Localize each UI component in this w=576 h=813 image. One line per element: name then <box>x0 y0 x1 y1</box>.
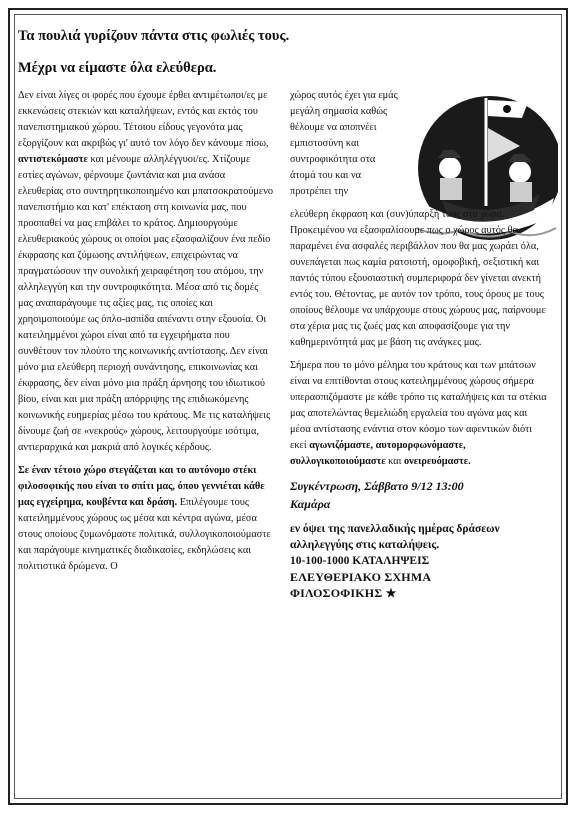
meeting-date-time: Συγκέντρωση, Σάββατο 9/12 13:00 <box>290 479 464 493</box>
right-paragraph-1-rest: ελεύθερη έκφραση και (συν)ύπαρξή τους στο χώρο. Προκειμένου να εξασφαλίσουμε πως ο χώρος αυτός θα παραμένει ένα ασφαλές περιβάλλον που θα μας χωράει όλα, συνεπάγεται πως καμία ρατσιστή, ομοφοβική, σεξιστική και παντός τύπου εξουσιαστική συμπεριφορά δεν γίνεται ανεκτή εντός του. Θέτοντας, με αυτόν τον τρόπο, τους όρους με τους οποίους θέλουμε να υπάρχουμε στους χώρους μας, παίρνουμε στα χέρια μας τις ζωές μας και αποφασίζουμε για την καθημερινότητά μας με βάση τις ανάγκες μας. <box>290 209 546 348</box>
left-p1-text-c: και μένουμε αλληλέγγυοι/ες. Χτίζουμε εστίες αγώνων, φέρνουμε ζωντάνια και μια ανάσα ελευθερίας στο συντηρητικοποιημένο και μπατσοκρατούμενο πανεπιστήμιο και κατ' επέκταση στη κοινωνία μας, που προσπαθεί να μας επιβάλει το κράτος. Δημιουργούμε ελευθεριακούς χώρους οι οποίοι μας εξασφαλίζουν ένα πεδίο έκφρασης και ζύμωσης αντιλήψεων, επιχειρώντας να πραγματώσουν την συνολική χειραφέτηση του ατόμου, την αλληλεγγύη και την συντροφικότητα. Μέσα από τις δομές μας αναπαράγουμε τις αξίες μας, τις οποίες και χρησιμοποιούμε ως όπλο-ασπίδα απέναντι στην εξουσία. Οι κατειλημμένοι χώροι είναι από τα εγχειρήματα που συνθέτουν τον πλούτο της κοινωνικής αντίστασης. Δεν είναι μόνο μια ελεύθερη περιοχή συνάντησης, επικοινωνίας και έκφρασης, δεν είναι μόνο μια πράξη άρνησης του ιδιωτικού βίου, είναι και μια πράξη απόρριψης της επιδιωκόμενης κοινωνικής ευημερίας μέσω του κράτους. Με τις καταλήψεις δίνουμε ζωή σε «νεκρούς» χώρους, λειτουργούμε ισότιμα, αντιεραρχικά και μακριά από λογικές κέρδους. <box>18 154 273 453</box>
left-paragraph-2 <box>18 463 273 575</box>
left-paragraph-1 <box>18 88 273 456</box>
flyer-title-line-2: Μέχρι να είμαστε όλα ελεύθερα. <box>18 60 217 76</box>
left-p2-bold: Σε έναν τέτοιο χώρο στεγάζεται και το αυτόνομο στέκι φιλοσοφικής που είναι το σπίτι μας, όπου γεννιέται κάθε μας εγχείρημα, κουβέντα και δράση. <box>18 465 265 508</box>
flyer-title-line-1: Τα πουλιά γυρίζουν πάντα στις φωλιές τους. <box>18 28 290 44</box>
right-column <box>290 88 550 778</box>
closing-slogan: 10-100-1000 ΚΑΤΑΛΗΨΕΙΣ <box>290 555 430 567</box>
left-p1-text-a: Δεν είναι λίγες οι φορές που έχουμε έρθει αντιμέτωποι/ες με εκκενώσεις στεκιών και καταλήψεων, εντός και εκτός του πανεπιστημιακού χώρου. Τέτοιου είδους γεγονότα μας εξοργίζουν και ακριβώς γι' αυτό τον λόγο δεν κάνουμε πίσω, <box>18 90 269 149</box>
right-paragraph-2 <box>290 358 550 470</box>
right-p2-text-c: και <box>385 456 405 467</box>
signature-group: ΕΛΕΥΘΕΡΙΑΚΟ ΣΧΗΜΑ <box>290 570 432 584</box>
right-p2-bold-dream: ονειρευόμαστε. <box>404 456 471 467</box>
signature-school: ΦΙΛΟΣΟΦΙΚΗΣ ★ <box>290 586 397 600</box>
closing-occasion: εν όψει της πανελλαδικής ημέρας δράσεων αλληλεγγύης στις καταλήψεις. <box>290 523 500 551</box>
left-p2-text: Επιλέγουμε τους κατειλημμένους χώρους ως μέσα και κέντρα αγώνα, μέσα στους οποίους ζυμωνόμαστε πολιτικά, συλλογικοποιούμαστε και παράγουμε κινηματικές διαδικασίες, εκδηλώσεις και πολιτιστικά δρώμενα. Ο <box>18 497 271 572</box>
right-p2-bold-verbs: αγωνιζόμαστε, αυτομορφωνόμαστε, συλλογικοποιούμαστε <box>290 440 466 467</box>
meeting-announcement <box>290 477 550 513</box>
left-column <box>18 88 273 778</box>
right-p2-text-a: Σήμερα που το μόνο μέλημα του κράτους και των μπάτσων είναι να επιτίθονται στους κατειλημμένους χώρους σήμερα υπερασπιζόμαστε με κάθε τρόπο τις καταλήψεις και τα στέκια μας αποτελώντας θεμελιώδη εργαλεία του αγώνα μας και μέσα αντίστασης ενάντια στον κόσμο των αφεντικών διότι εκεί <box>290 360 547 451</box>
meeting-place: Καμάρα <box>290 497 331 511</box>
left-p1-bold: αντιστεκόμαστε <box>18 154 88 165</box>
closing-block <box>290 521 550 601</box>
right-paragraph-1-top: χώρος αυτός έχει για εμάς μεγάλη σημασία καθώς θέλουμε να αποπνέει εμπιστοσύνη και συντροφικότητα στα άτομά του και να προτρέπει την <box>290 90 398 197</box>
